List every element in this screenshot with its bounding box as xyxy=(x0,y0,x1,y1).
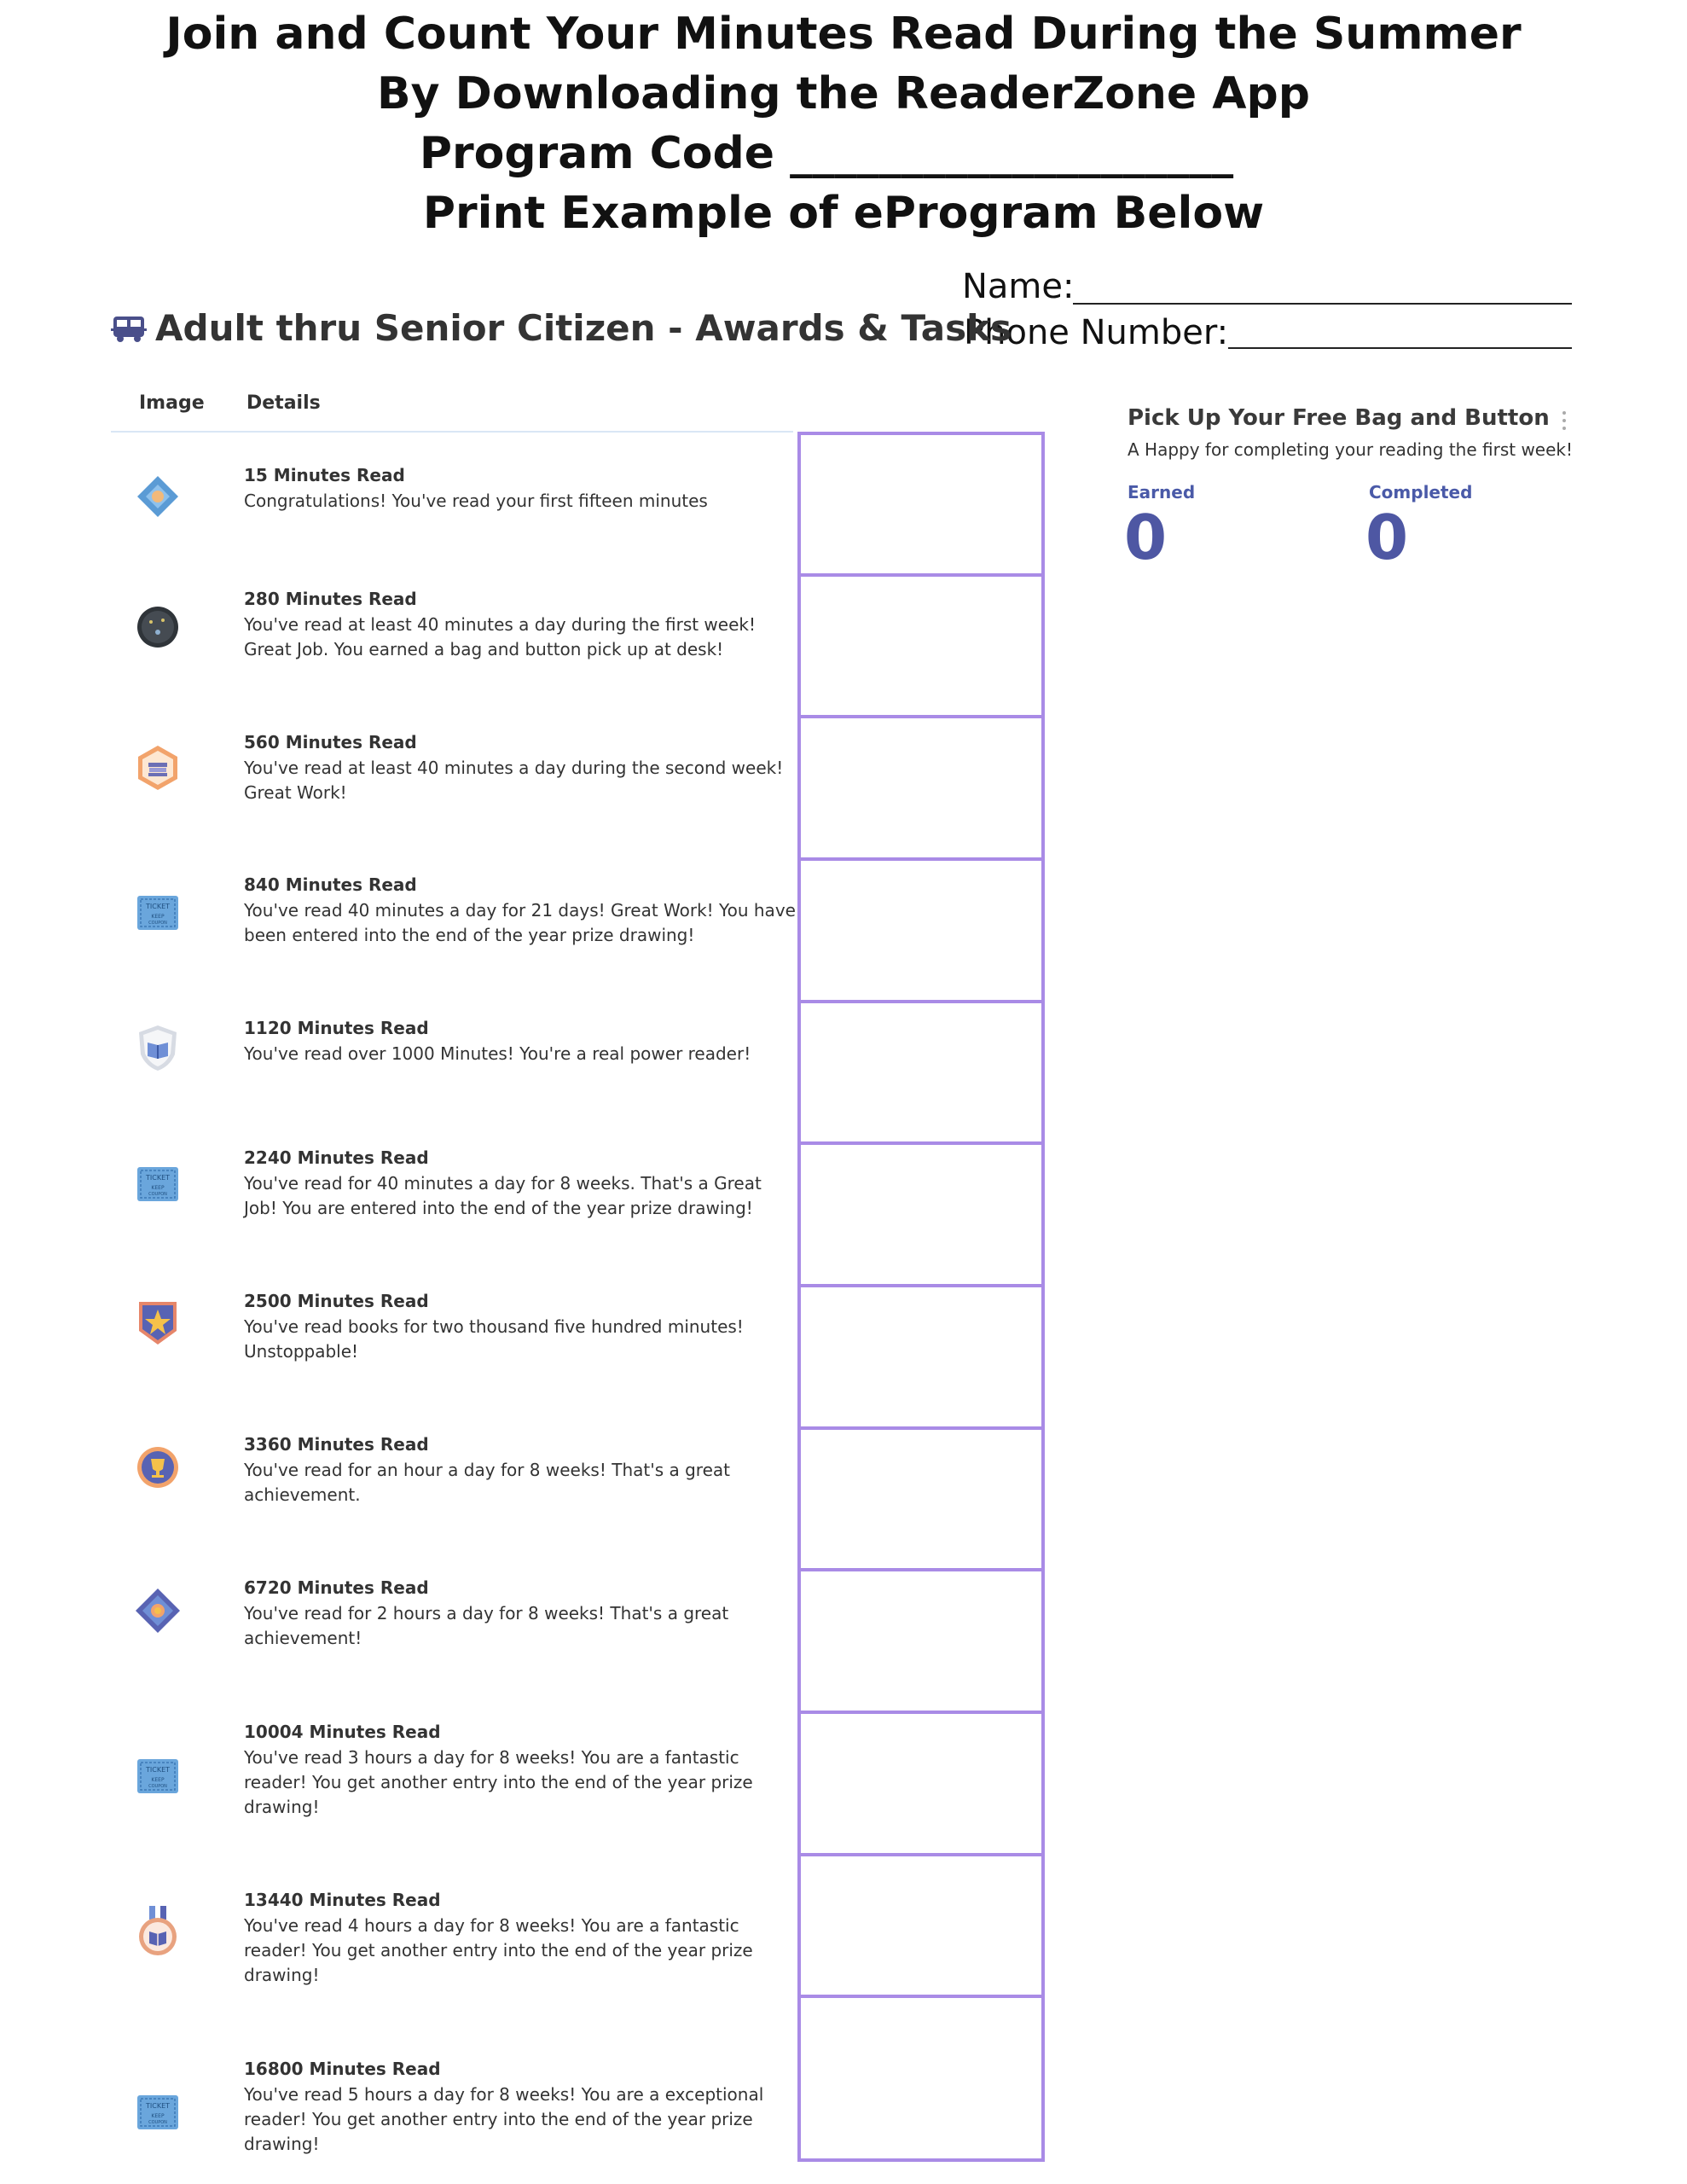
svg-text:TICKET: TICKET xyxy=(145,2102,171,2110)
award-description: You've read for an hour a day for 8 weeks! That's a great achievement. xyxy=(244,1460,730,1505)
header-divider xyxy=(111,431,793,433)
award-title: 560 Minutes Read xyxy=(244,732,417,752)
diamond-medal-icon xyxy=(132,1585,183,1636)
award-title: 10004 Minutes Read xyxy=(244,1722,441,1742)
name-line[interactable] xyxy=(1073,303,1572,305)
award-description: You've read 3 hours a day for 8 weeks! You are a fantastic reader! You get another entry into the end of the year prize drawing! xyxy=(244,1747,753,1817)
award-title: 280 Minutes Read xyxy=(244,589,417,609)
name-label: Name: xyxy=(962,267,1075,306)
award-description: You've read 5 hours a day for 8 weeks! You are a exceptional reader! You get another entry into the end of the year prize drawing! xyxy=(244,2084,764,2154)
award-title: 3360 Minutes Read xyxy=(244,1434,429,1455)
column-header-image: Image xyxy=(139,392,205,414)
award-title: 13440 Minutes Read xyxy=(244,1890,441,1910)
section-title-text: Adult thru Senior Citizen - Awards & Tasks xyxy=(155,307,1012,349)
checkoff-box[interactable] xyxy=(797,1426,1045,1571)
award-description: You've read books for two thousand five hundred minutes! Unstoppable! xyxy=(244,1316,744,1362)
trophy-medal-icon xyxy=(132,1442,183,1493)
section-title xyxy=(111,307,1012,349)
checkoff-box[interactable] xyxy=(797,573,1045,718)
ticket-icon xyxy=(132,1159,183,1210)
award-description: You've read for 40 minutes a day for 8 weeks. That's a Great Job! You are entered into the end of the year prize drawing! xyxy=(244,1173,762,1218)
checkoff-box[interactable] xyxy=(797,1853,1045,1998)
svg-text:COUPON: COUPON xyxy=(148,1192,167,1197)
svg-text:KEEP: KEEP xyxy=(151,2113,165,2119)
svg-text:COUPON: COUPON xyxy=(148,1784,167,1789)
award-title: 15 Minutes Read xyxy=(244,465,405,485)
column-header-details: Details xyxy=(246,392,321,414)
award-title: 2500 Minutes Read xyxy=(244,1291,429,1311)
ribbon-medal-icon xyxy=(132,1906,183,1957)
task-title: Pick Up Your Free Bag and Button xyxy=(1128,405,1550,431)
award-description: You've read at least 40 minutes a day during the second week! Great Work! xyxy=(244,758,784,803)
header-line-2: By Downloading the ReaderZone App xyxy=(377,68,1310,119)
award-description: You've read 4 hours a day for 8 weeks! You are a fantastic reader! You get another entry into the end of the year prize drawing! xyxy=(244,1915,753,1985)
checkoff-box[interactable] xyxy=(797,1141,1045,1287)
phone-line[interactable] xyxy=(1228,347,1572,349)
svg-text:KEEP: KEEP xyxy=(151,1185,165,1191)
svg-text:TICKET: TICKET xyxy=(145,1766,171,1774)
ticket-icon xyxy=(132,887,183,938)
checkoff-box[interactable] xyxy=(797,1000,1045,1145)
hexagon-books-icon xyxy=(132,742,183,793)
svg-text:COUPON: COUPON xyxy=(148,921,167,926)
svg-text:KEEP: KEEP xyxy=(151,914,165,920)
more-options-icon[interactable] xyxy=(1562,411,1566,434)
award-title: 16800 Minutes Read xyxy=(244,2059,441,2079)
earned-value: 0 xyxy=(1124,502,1168,573)
completed-label: Completed xyxy=(1369,482,1473,502)
checkoff-box[interactable] xyxy=(797,1568,1045,1714)
svg-text:TICKET: TICKET xyxy=(145,903,171,910)
checkoff-box[interactable] xyxy=(797,1711,1045,1856)
header-line-4: Print Example of eProgram Below xyxy=(422,188,1265,239)
dark-circle-badge-icon xyxy=(132,601,183,653)
program-code-line: Program Code ____________________ xyxy=(419,128,1234,179)
shield-book-icon xyxy=(132,1022,183,1073)
phone-label: Phone Number: xyxy=(964,313,1229,352)
ticket-icon xyxy=(132,1751,183,1802)
award-description: You've read over 1000 Minutes! You're a real power reader! xyxy=(244,1043,751,1064)
earned-label: Earned xyxy=(1128,482,1196,502)
svg-text:KEEP: KEEP xyxy=(151,1777,165,1783)
checkoff-box[interactable] xyxy=(797,857,1045,1003)
award-description: Congratulations! You've read your first fifteen minutes xyxy=(244,491,708,511)
award-description: You've read for 2 hours a day for 8 weeks! That's a great achievement! xyxy=(244,1603,729,1648)
svg-text:COUPON: COUPON xyxy=(148,2120,167,2125)
completed-value: 0 xyxy=(1365,502,1409,573)
checkoff-box[interactable] xyxy=(797,715,1045,861)
award-description: You've read 40 minutes a day for 21 days! Great Work! You have been entered into the end of the year prize drawing! xyxy=(244,900,796,945)
star-shield-icon xyxy=(132,1297,183,1348)
ticket-icon xyxy=(132,2087,183,2138)
checkoff-box[interactable] xyxy=(797,1995,1045,2162)
award-title: 6720 Minutes Read xyxy=(244,1577,429,1598)
svg-text:TICKET: TICKET xyxy=(145,1174,171,1182)
checkoff-box[interactable] xyxy=(797,1284,1045,1430)
task-subtitle: A Happy for completing your reading the first week! xyxy=(1128,439,1574,460)
award-title: 2240 Minutes Read xyxy=(244,1147,429,1168)
award-title: 840 Minutes Read xyxy=(244,874,417,895)
checkoff-box[interactable] xyxy=(797,432,1045,577)
diamond-badge-icon xyxy=(132,471,183,522)
award-title: 1120 Minutes Read xyxy=(244,1018,429,1038)
header-line-1: Join and Count Your Minutes Read During the Summer xyxy=(165,9,1522,60)
award-description: You've read at least 40 minutes a day during the first week! Great Job. You earned a bag and button pick up at desk! xyxy=(244,614,756,659)
bus-icon xyxy=(111,313,147,344)
